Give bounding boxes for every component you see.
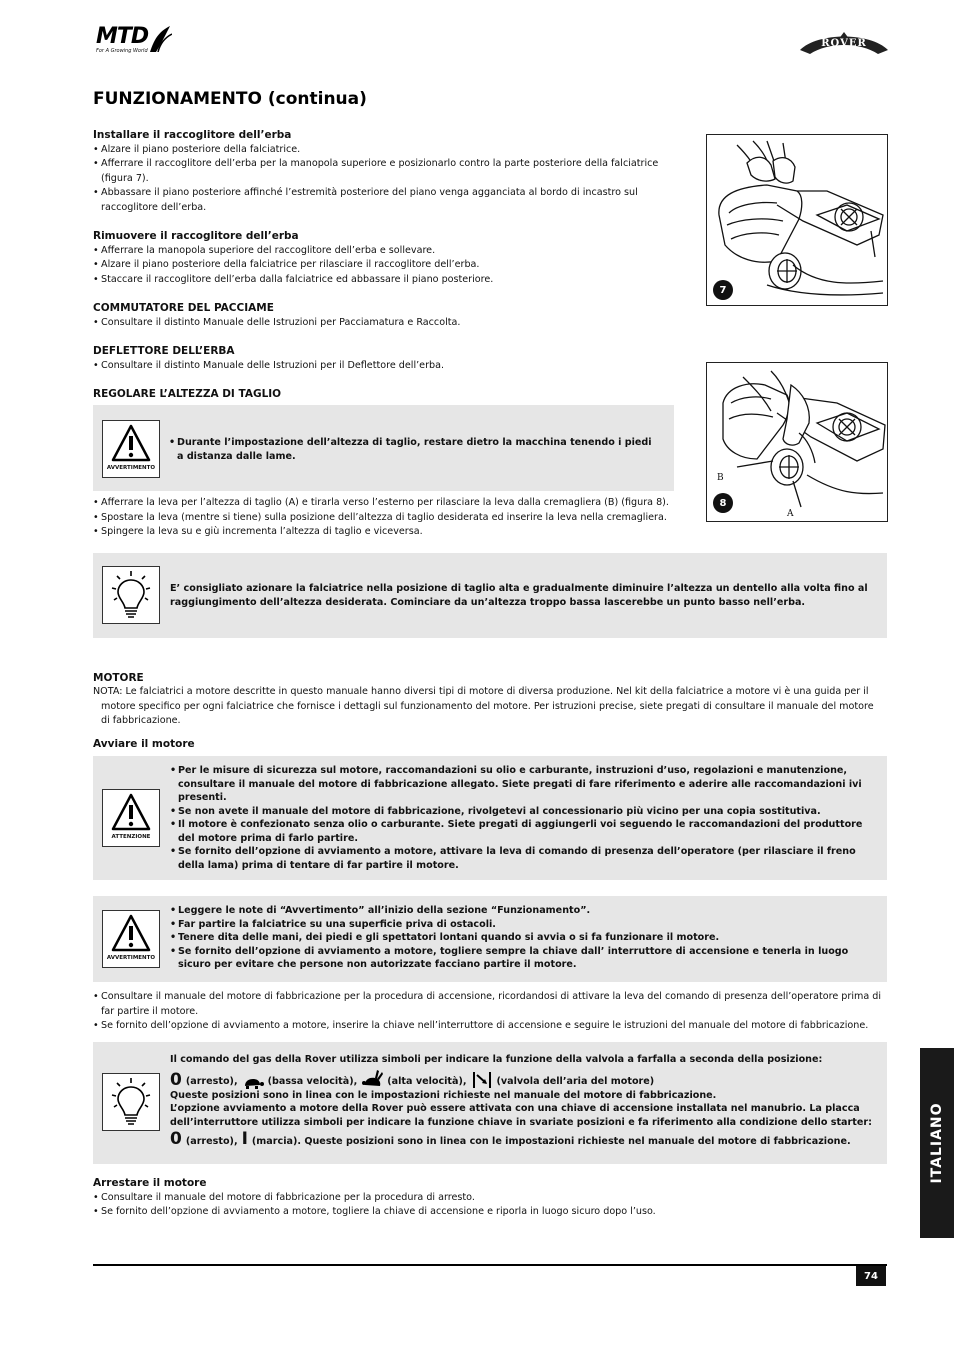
list-item: • Consultare il distinto Manuale delle Istruzioni per Pacciamatura e Raccolta. xyxy=(93,316,663,331)
page-number: 74 xyxy=(856,1266,886,1286)
attenzione-list xyxy=(170,764,878,872)
figure-7 xyxy=(706,134,888,306)
list-item: • Il motore è confezionato senza olio o carburante. Siete pregati di aggiungerli voi seguendo le raccomandazioni del produttore del motore prima di farlo partire. xyxy=(170,818,878,845)
tip-box-regolare xyxy=(93,553,887,638)
deflettore-list xyxy=(93,359,663,374)
installare-list xyxy=(93,143,663,216)
list-item: • Se fornito dell’opzione di avviamento a motore, togliere sempre la chiave dall’ interruttore di accensione e tenerla in luogo sicuro per evitare che persone non autorizzate facciano partire il motore. xyxy=(170,945,878,972)
warning-triangle-icon xyxy=(111,424,151,462)
list-item: • Spingere la leva su e giù incrementa l’altezza di taglio e viceversa. xyxy=(93,525,673,540)
list-item: • Afferrare la leva per l’altezza di taglio (A) e tirarla verso l’esterno per rilasciare la leva dalla cremagliera (B) (figura 8). xyxy=(93,496,673,511)
throttle-line-4: L’opzione avviamento a motore della Rover può essere attivata con una chiave di accensione installata nel manubrio. La placca dell’interruttore utilizza simboli per indicare la funzione chiave in svariate posizioni e fa riferimento alla condizione dello starter: xyxy=(170,1103,872,1128)
avvertimento-icon-frame xyxy=(102,910,160,968)
tip-box-throttle xyxy=(93,1042,887,1164)
list-item: • Se non avete il manuale del motore di fabbricazione, rivolgetevi al concessionario più vicino per una copia sostitutiva. xyxy=(170,805,878,819)
mtd-logo xyxy=(96,26,176,60)
section-motore-list xyxy=(93,990,887,1034)
language-side-tab-label: ITALIANO xyxy=(929,1102,945,1184)
section-motore xyxy=(93,671,887,686)
turtle-icon xyxy=(242,1077,264,1089)
warning-triangle-icon xyxy=(111,914,151,952)
list-item: • Leggere le note di “Avvertimento” all’inizio della sezione “Funzionamento”. xyxy=(170,904,878,918)
mtd-leaf-icon xyxy=(148,26,172,52)
list-item: • Consultare il distinto Manuale delle Istruzioni per il Deflettore dell’erba. xyxy=(93,359,663,374)
lightbulb-icon xyxy=(111,570,151,620)
symbol-alta-label: (alta velocità), xyxy=(387,1076,467,1087)
mtd-logo-text: MTD xyxy=(96,24,149,49)
symbol-zero-2: 0 xyxy=(170,1129,182,1149)
arrestare-list xyxy=(93,1191,887,1220)
list-item: • Consultare il manuale del motore di fabbricazione per la procedura di arresto. xyxy=(93,1191,887,1206)
throttle-line-3: Queste posizioni sono in linea con le impostazioni richieste nel manuale del motore di fabbricazione. xyxy=(170,1089,717,1101)
warning-list xyxy=(169,436,659,463)
section-installare xyxy=(93,128,663,215)
symbol-marcia-label: (marcia). Queste posizioni sono in linea con le impostazioni richieste nel manuale del motore di fabbricazione. xyxy=(251,1135,851,1147)
rimuovere-heading: Rimuovere il raccoglitore dell’erba xyxy=(93,230,299,242)
mower-cutting-height-illustration xyxy=(707,363,887,521)
section-arrestare xyxy=(93,1176,887,1220)
list-item: • Spostare la leva (mentre si tiene) sulla posizione dell’altezza di taglio desiderata ed inserire la leva nella cremagliera. xyxy=(93,511,673,526)
section-commutatore xyxy=(93,301,663,330)
figure-8 xyxy=(706,362,888,522)
mtd-logo-tagline: For A Growing World xyxy=(96,48,148,54)
list-item: • Far partire la falciatrice su una superficie priva di ostacoli. xyxy=(170,918,878,932)
list-item: • Se fornito dell’opzione di avviamento a motore, togliere la chiave di accensione e riporla in luogo sicuro dopo l’uso. xyxy=(93,1205,887,1220)
rover-logo xyxy=(798,30,890,56)
regolare-heading: REGOLARE L’ALTEZZA DI TAGLIO xyxy=(93,388,282,400)
key-symbols-line xyxy=(170,1131,882,1148)
motore-list xyxy=(93,990,887,1034)
figure-7-number: 7 xyxy=(713,280,733,300)
throttle-line-1: Il comando del gas della Rover utilizza simboli per indicare la funzione della valvola a farfalla a seconda della posizione: xyxy=(170,1054,823,1065)
motore-heading: MOTORE xyxy=(93,672,144,684)
mower-grass-catcher-illustration xyxy=(707,135,887,305)
avvertimento-list xyxy=(170,904,878,972)
warning-box-regolare xyxy=(93,405,674,491)
list-item: • Tenere dita delle mani, dei piedi e gli spettatori lontani quando si avvia o si fa funzionare il motore. xyxy=(170,931,878,945)
warning-triangle-icon xyxy=(111,793,151,831)
figure-8-label-b: B xyxy=(717,473,724,483)
figure-8-number: 8 xyxy=(713,493,733,513)
list-item: • Se fornito dell’opzione di avviamento a motore, inserire la chiave nell’interruttore di accensione e seguire le istruzioni del manuale del motore di fabbricazione. xyxy=(93,1019,887,1034)
list-item: • Afferrare il raccoglitore dell’erba per la manopola superiore e posizionarlo contro la parte posteriore della falciatrice (figura 7). xyxy=(93,157,663,186)
symbol-arresto-label: (arresto), xyxy=(185,1076,238,1087)
list-item: • Staccare il raccoglitore dell’erba dalla falciatrice ed abbassare il piano posteriore. xyxy=(93,273,663,288)
list-item: • Abbassare il piano posteriore affinché l’estremità posteriore del piano venga agganciata al bordo di incastro sul raccoglitore dell’erba. xyxy=(93,186,663,215)
rover-logo-text: ROVER xyxy=(821,38,867,49)
rabbit-icon xyxy=(361,1069,383,1089)
footer-rule xyxy=(93,1264,887,1266)
symbol-aria-label: (valvola dell’aria del motore) xyxy=(496,1076,655,1087)
tip-icon-frame xyxy=(102,566,160,624)
list-item: • Per le misure di sicurezza sul motore, raccomandazioni su olio e carburante, instruzioni d’uso, regolazioni e manutenzione, consultare il manuale del motore di fabbricazione allegato. Siete pregati di fare riferimento e aderire alle raccomandazioni ivi presenti. xyxy=(170,764,878,805)
list-item: • Afferrare la manopola superiore del raccoglitore dell’erba e sollevare. xyxy=(93,244,663,259)
lightbulb-icon xyxy=(111,1077,151,1127)
list-item: • Consultare il manuale del motore di fabbricazione per la procedura di accensione, ricordandosi di attivare la leva del comando di presenza dell’operatore prima di far partire il motore. xyxy=(93,990,887,1019)
commutatore-heading: COMMUTATORE DEL PACCIAME xyxy=(93,302,274,314)
list-item: • Alzare il piano posteriore della falciatrice. xyxy=(93,143,663,158)
regolare-list xyxy=(93,496,673,540)
warning-text: • Durante l’impostazione dell’altezza di taglio, restare dietro la macchina tenendo i piedi a distanza dalle lame. xyxy=(169,436,659,463)
deflettore-heading: DEFLETTORE DELL’ERBA xyxy=(93,345,235,357)
list-item: • Se fornito dell’opzione di avviamento a motore, attivare la leva di comando di presenza dell’operatore (per rilasciare il freno della lama) prima di tentare di far partire il motore. xyxy=(170,845,878,872)
symbol-arresto-label-2: (arresto), xyxy=(185,1135,238,1147)
language-side-tab xyxy=(920,1048,954,1238)
arrestare-heading: Arrestare il motore xyxy=(93,1177,207,1189)
section-deflettore xyxy=(93,344,663,373)
throttle-symbols-line xyxy=(170,1069,882,1089)
section-regolare-list xyxy=(93,496,673,540)
attenzione-label: ATTENZIONE xyxy=(111,834,151,840)
section-rimuovere xyxy=(93,229,663,287)
symbol-bassa-label: (bassa velocità), xyxy=(267,1076,358,1087)
page-title: FUNZIONAMENTO (continua) xyxy=(93,89,367,109)
attenzione-box xyxy=(93,756,887,880)
warning-icon-frame xyxy=(102,420,160,478)
motore-nota: NOTA: Le falciatrici a motore descritte in questo manuale hanno diversi tipi di motore di diversa produzione. Nel kit della falciatrice a motore vi è una guida per il motore specifico per ogni falciatrice che fornisce i dettagli sul funzionamento del motore. Per istruzioni precise, siete pregati di consultare il manuale del motore di fabbricazione. xyxy=(93,686,874,726)
rimuovere-list xyxy=(93,244,663,288)
choke-icon xyxy=(471,1071,493,1089)
avvertimento-label: AVVERTIMENTO xyxy=(106,955,156,961)
throttle-text xyxy=(170,1053,882,1148)
avviare-heading: Avviare il motore xyxy=(93,738,195,750)
attenzione-icon-frame xyxy=(102,789,160,847)
list-item: • Alzare il piano posteriore della falciatrice per rilasciare il raccoglitore dell’erba. xyxy=(93,258,663,273)
symbol-one: I xyxy=(241,1129,248,1149)
tip-icon-frame xyxy=(102,1073,160,1131)
warning-label: AVVERTIMENTO xyxy=(106,465,156,471)
commutatore-list xyxy=(93,316,663,331)
installare-heading: Installare il raccoglitore dell’erba xyxy=(93,129,292,141)
figure-8-label-a: A xyxy=(787,509,794,519)
tip-text: E’ consigliato azionare la falciatrice nella posizione di taglio alta e gradualmente diminuire l’altezza un dentello alla volta fino al raggiungimento dell’altezza desiderata. Cominciare da un’altezza troppo bassa lascerebbe un punto basso nell’erba. xyxy=(170,583,868,608)
avvertimento-box xyxy=(93,896,887,982)
symbol-zero: 0 xyxy=(170,1069,182,1090)
